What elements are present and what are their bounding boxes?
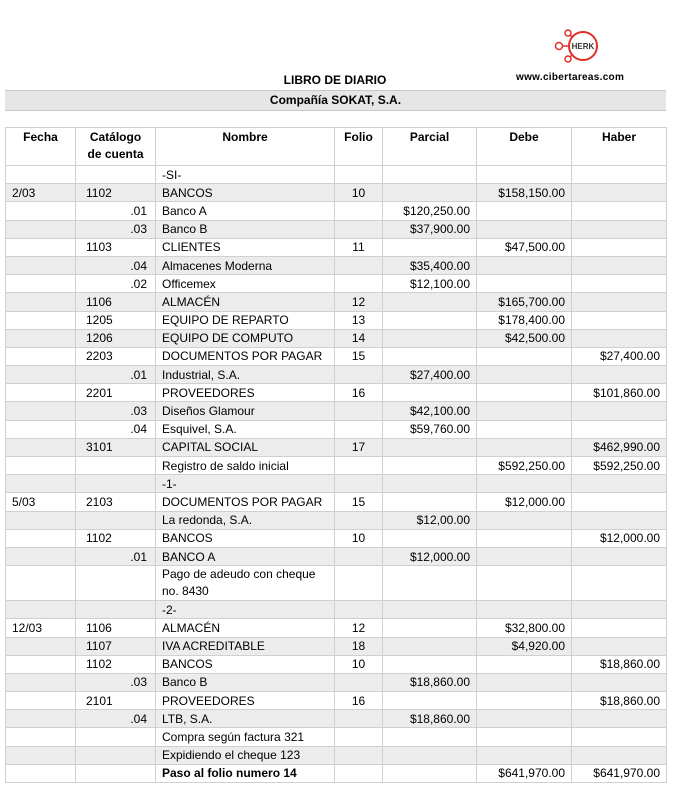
cell-parcial <box>383 438 477 456</box>
cell-parcial <box>383 746 477 764</box>
cell-nombre: IVA ACREDITABLE <box>156 637 335 655</box>
cell-folio <box>335 256 383 274</box>
cell-nombre: BANCOS <box>156 529 335 547</box>
cell-debe: $12,000.00 <box>477 493 572 511</box>
cell-parcial: $42,100.00 <box>383 402 477 420</box>
cell-nombre: DOCUMENTOS POR PAGAR <box>156 347 335 365</box>
cell-folio <box>335 220 383 238</box>
table-row <box>6 438 667 456</box>
cell-parcial: $27,400.00 <box>383 366 477 384</box>
table-row <box>6 511 667 529</box>
cell-fecha <box>6 566 76 601</box>
cell-folio <box>335 728 383 746</box>
cell-folio <box>335 710 383 728</box>
cell-nombre: Paso al folio numero 14 <box>156 764 335 782</box>
cell-catalogo <box>76 566 156 601</box>
cell-nombre: Expidiendo el cheque 123 <box>156 746 335 764</box>
cell-parcial <box>383 166 477 184</box>
cell-fecha <box>6 547 76 565</box>
cell-debe <box>477 673 572 691</box>
cell-debe <box>477 692 572 710</box>
spacer-row <box>5 110 666 128</box>
cell-haber <box>572 184 667 202</box>
cell-parcial: $18,860.00 <box>383 710 477 728</box>
col-nombre: Nombre <box>156 128 335 166</box>
cell-fecha <box>6 402 76 420</box>
cell-parcial <box>383 493 477 511</box>
cell-nombre: Officemex <box>156 275 335 293</box>
cell-folio: 12 <box>335 619 383 637</box>
cell-nombre: DOCUMENTOS POR PAGAR <box>156 493 335 511</box>
cell-haber: $592,250.00 <box>572 457 667 475</box>
cell-folio <box>335 275 383 293</box>
cell-fecha <box>6 637 76 655</box>
cell-catalogo: .02 <box>76 275 156 293</box>
cell-haber <box>572 493 667 511</box>
cell-catalogo <box>76 764 156 782</box>
cell-parcial <box>383 311 477 329</box>
cell-debe <box>477 202 572 220</box>
cell-haber: $462,990.00 <box>572 438 667 456</box>
cell-debe <box>477 547 572 565</box>
cell-catalogo <box>76 166 156 184</box>
cell-nombre: Esquivel, S.A. <box>156 420 335 438</box>
cell-folio: 15 <box>335 493 383 511</box>
cell-catalogo <box>76 746 156 764</box>
cell-parcial: $12,000.00 <box>383 547 477 565</box>
journal-table <box>5 127 667 783</box>
cell-parcial <box>383 655 477 673</box>
cell-haber <box>572 547 667 565</box>
cell-folio <box>335 673 383 691</box>
cell-haber <box>572 710 667 728</box>
cell-fecha <box>6 710 76 728</box>
cell-debe <box>477 601 572 619</box>
cell-fecha <box>6 746 76 764</box>
cell-fecha: 12/03 <box>6 619 76 637</box>
cell-parcial <box>383 238 477 256</box>
table-row <box>6 475 667 493</box>
table-header-row <box>6 128 667 166</box>
cell-catalogo: 1106 <box>76 619 156 637</box>
cell-nombre: CLIENTES <box>156 238 335 256</box>
cell-catalogo: .03 <box>76 402 156 420</box>
cell-parcial: $12,00.00 <box>383 511 477 529</box>
cell-haber <box>572 475 667 493</box>
cell-folio: 17 <box>335 438 383 456</box>
cell-folio <box>335 601 383 619</box>
cell-folio <box>335 511 383 529</box>
cell-fecha <box>6 384 76 402</box>
cell-parcial <box>383 728 477 746</box>
cell-nombre: Banco A <box>156 202 335 220</box>
cell-catalogo: .01 <box>76 366 156 384</box>
cell-haber <box>572 311 667 329</box>
col-debe: Debe <box>477 128 572 166</box>
cell-folio <box>335 457 383 475</box>
cell-parcial <box>383 601 477 619</box>
cell-debe <box>477 511 572 529</box>
cell-folio: 12 <box>335 293 383 311</box>
cell-debe <box>477 746 572 764</box>
cell-nombre: Pago de adeudo con cheque no. 8430 <box>156 566 335 601</box>
cell-fecha <box>6 692 76 710</box>
cell-folio <box>335 402 383 420</box>
cell-catalogo: .01 <box>76 202 156 220</box>
cell-nombre: Banco B <box>156 673 335 691</box>
cell-haber: $12,000.00 <box>572 529 667 547</box>
cell-folio: 15 <box>335 347 383 365</box>
cell-catalogo: .04 <box>76 256 156 274</box>
cell-haber <box>572 601 667 619</box>
table-row <box>6 493 667 511</box>
cell-debe <box>477 366 572 384</box>
col-catalogo: Catálogo de cuenta <box>76 128 156 166</box>
cell-haber: $27,400.00 <box>572 347 667 365</box>
cell-folio <box>335 764 383 782</box>
table-row <box>6 329 667 347</box>
cell-fecha <box>6 764 76 782</box>
cell-catalogo: .01 <box>76 547 156 565</box>
cell-nombre: CAPITAL SOCIAL <box>156 438 335 456</box>
table-row <box>6 402 667 420</box>
cell-haber <box>572 366 667 384</box>
cell-nombre: ALMACÉN <box>156 619 335 637</box>
cell-debe <box>477 710 572 728</box>
cell-folio: 10 <box>335 655 383 673</box>
cell-parcial <box>383 529 477 547</box>
cell-folio <box>335 566 383 601</box>
table-row <box>6 238 667 256</box>
cell-haber <box>572 220 667 238</box>
cell-fecha <box>6 347 76 365</box>
cell-debe: $641,970.00 <box>477 764 572 782</box>
cell-nombre: BANCO A <box>156 547 335 565</box>
cell-nombre: LTB, S.A. <box>156 710 335 728</box>
cell-haber <box>572 420 667 438</box>
logo-text: HERK <box>571 42 595 51</box>
cell-nombre: -1- <box>156 475 335 493</box>
cell-haber <box>572 275 667 293</box>
cell-parcial <box>383 293 477 311</box>
cell-catalogo: .04 <box>76 710 156 728</box>
cell-nombre: -SI- <box>156 166 335 184</box>
cell-fecha: 5/03 <box>6 493 76 511</box>
network-logo-icon <box>533 26 617 72</box>
cell-nombre: Almacenes Moderna <box>156 256 335 274</box>
cell-parcial <box>383 566 477 601</box>
table-row <box>6 457 667 475</box>
cell-nombre: EQUIPO DE COMPUTO <box>156 329 335 347</box>
cell-fecha <box>6 275 76 293</box>
table-row <box>6 710 667 728</box>
cell-nombre: Diseños Glamour <box>156 402 335 420</box>
cell-parcial <box>383 184 477 202</box>
cell-nombre: PROVEEDORES <box>156 692 335 710</box>
cell-parcial: $18,860.00 <box>383 673 477 691</box>
cell-debe <box>477 384 572 402</box>
cell-folio <box>335 420 383 438</box>
cell-parcial: $59,760.00 <box>383 420 477 438</box>
table-row <box>6 166 667 184</box>
cell-fecha <box>6 673 76 691</box>
cell-folio: 16 <box>335 384 383 402</box>
table-row <box>6 637 667 655</box>
cell-debe: $42,500.00 <box>477 329 572 347</box>
cell-catalogo: .03 <box>76 220 156 238</box>
cell-fecha <box>6 529 76 547</box>
cell-fecha <box>6 256 76 274</box>
cell-debe <box>477 566 572 601</box>
cell-haber <box>572 746 667 764</box>
cell-haber: $18,860.00 <box>572 655 667 673</box>
table-row <box>6 347 667 365</box>
cell-debe <box>477 438 572 456</box>
cell-parcial: $120,250.00 <box>383 202 477 220</box>
cell-catalogo: .03 <box>76 673 156 691</box>
cell-parcial <box>383 475 477 493</box>
cell-catalogo: 2203 <box>76 347 156 365</box>
cell-fecha <box>6 311 76 329</box>
cell-debe <box>477 347 572 365</box>
col-fecha: Fecha <box>6 128 76 166</box>
cell-haber <box>572 329 667 347</box>
table-row <box>6 384 667 402</box>
cell-parcial <box>383 637 477 655</box>
cell-nombre: La redonda, S.A. <box>156 511 335 529</box>
cell-debe <box>477 256 572 274</box>
cell-fecha <box>6 511 76 529</box>
cell-haber <box>572 202 667 220</box>
cell-debe: $47,500.00 <box>477 238 572 256</box>
cell-catalogo: 1102 <box>76 184 156 202</box>
cell-catalogo <box>76 457 156 475</box>
cell-fecha <box>6 475 76 493</box>
cell-parcial: $37,900.00 <box>383 220 477 238</box>
cell-parcial <box>383 384 477 402</box>
cell-debe: $592,250.00 <box>477 457 572 475</box>
cell-catalogo <box>76 511 156 529</box>
cell-fecha <box>6 166 76 184</box>
table-row <box>6 673 667 691</box>
cell-fecha <box>6 202 76 220</box>
journal-body <box>6 166 667 783</box>
table-row <box>6 764 667 782</box>
table-row <box>6 275 667 293</box>
cell-catalogo: 1102 <box>76 655 156 673</box>
cell-folio: 11 <box>335 238 383 256</box>
cell-nombre: Registro de saldo inicial <box>156 457 335 475</box>
site-url: www.cibertareas.com <box>516 72 625 83</box>
table-row <box>6 566 667 601</box>
cell-fecha: 2/03 <box>6 184 76 202</box>
cell-haber <box>572 166 667 184</box>
cell-nombre: -2- <box>156 601 335 619</box>
cell-folio <box>335 746 383 764</box>
cell-nombre: Banco B <box>156 220 335 238</box>
cell-catalogo: 3101 <box>76 438 156 456</box>
table-row <box>6 655 667 673</box>
cell-parcial <box>383 764 477 782</box>
cell-parcial <box>383 692 477 710</box>
col-folio: Folio <box>335 128 383 166</box>
cell-haber: $641,970.00 <box>572 764 667 782</box>
cell-nombre: BANCOS <box>156 655 335 673</box>
cell-fecha <box>6 220 76 238</box>
cell-folio: 13 <box>335 311 383 329</box>
table-row <box>6 420 667 438</box>
cell-haber <box>572 402 667 420</box>
cell-parcial <box>383 619 477 637</box>
cell-debe <box>477 166 572 184</box>
cell-folio: 10 <box>335 184 383 202</box>
cell-debe <box>477 529 572 547</box>
cell-nombre: Compra según factura 321 <box>156 728 335 746</box>
cell-haber: $101,860.00 <box>572 384 667 402</box>
cell-debe: $165,700.00 <box>477 293 572 311</box>
col-haber: Haber <box>572 128 667 166</box>
cell-debe <box>477 402 572 420</box>
table-row <box>6 256 667 274</box>
cell-catalogo: 1106 <box>76 293 156 311</box>
cell-catalogo: 1107 <box>76 637 156 655</box>
cell-parcial <box>383 347 477 365</box>
table-row <box>6 746 667 764</box>
cell-fecha <box>6 329 76 347</box>
cell-folio <box>335 166 383 184</box>
cell-catalogo: 1102 <box>76 529 156 547</box>
cell-nombre: ALMACÉN <box>156 293 335 311</box>
cell-catalogo: 2201 <box>76 384 156 402</box>
table-row <box>6 529 667 547</box>
cell-folio: 10 <box>335 529 383 547</box>
cell-debe <box>477 728 572 746</box>
cell-debe: $4,920.00 <box>477 637 572 655</box>
cell-folio <box>335 475 383 493</box>
cell-debe <box>477 655 572 673</box>
table-row <box>6 366 667 384</box>
table-row <box>6 601 667 619</box>
table-row <box>6 293 667 311</box>
cell-catalogo: 1206 <box>76 329 156 347</box>
cell-folio <box>335 202 383 220</box>
cell-haber <box>572 619 667 637</box>
cell-fecha <box>6 655 76 673</box>
cell-fecha <box>6 728 76 746</box>
cell-debe: $178,400.00 <box>477 311 572 329</box>
cell-haber <box>572 673 667 691</box>
cell-fecha <box>6 438 76 456</box>
cell-haber <box>572 293 667 311</box>
cell-fecha <box>6 457 76 475</box>
cell-catalogo: 2101 <box>76 692 156 710</box>
cell-catalogo <box>76 728 156 746</box>
cell-fecha <box>6 420 76 438</box>
table-row <box>6 311 667 329</box>
cell-nombre: EQUIPO DE REPARTO <box>156 311 335 329</box>
table-row <box>6 728 667 746</box>
cell-catalogo: .04 <box>76 420 156 438</box>
cell-nombre: PROVEEDORES <box>156 384 335 402</box>
table-row <box>6 547 667 565</box>
table-row <box>6 619 667 637</box>
cell-folio: 14 <box>335 329 383 347</box>
cell-debe <box>477 275 572 293</box>
cell-catalogo: 1103 <box>76 238 156 256</box>
cell-fecha <box>6 601 76 619</box>
table-row <box>6 202 667 220</box>
cell-folio: 18 <box>335 637 383 655</box>
cell-catalogo: 2103 <box>76 493 156 511</box>
cell-haber <box>572 728 667 746</box>
cell-haber <box>572 511 667 529</box>
cell-debe: $32,800.00 <box>477 619 572 637</box>
table-row <box>6 220 667 238</box>
cell-catalogo <box>76 601 156 619</box>
cell-nombre: BANCOS <box>156 184 335 202</box>
cell-haber: $18,860.00 <box>572 692 667 710</box>
cell-haber <box>572 566 667 601</box>
cell-folio: 16 <box>335 692 383 710</box>
cell-catalogo <box>76 475 156 493</box>
cell-debe <box>477 220 572 238</box>
company-name: Compañía SOKAT, S.A. <box>5 90 666 111</box>
cell-parcial: $12,100.00 <box>383 275 477 293</box>
cell-parcial <box>383 457 477 475</box>
cell-nombre: Industrial, S.A. <box>156 366 335 384</box>
cell-haber <box>572 256 667 274</box>
cell-parcial <box>383 329 477 347</box>
cell-parcial: $35,400.00 <box>383 256 477 274</box>
cell-haber <box>572 637 667 655</box>
cell-debe: $158,150.00 <box>477 184 572 202</box>
table-row <box>6 692 667 710</box>
cell-fecha <box>6 238 76 256</box>
cell-fecha <box>6 366 76 384</box>
cell-debe <box>477 420 572 438</box>
cell-catalogo: 1205 <box>76 311 156 329</box>
table-row <box>6 184 667 202</box>
cell-folio <box>335 547 383 565</box>
cell-debe <box>477 475 572 493</box>
page-title: LIBRO DE DIARIO <box>283 73 387 87</box>
cell-haber <box>572 238 667 256</box>
cell-fecha <box>6 293 76 311</box>
col-parcial: Parcial <box>383 128 477 166</box>
cell-folio <box>335 366 383 384</box>
